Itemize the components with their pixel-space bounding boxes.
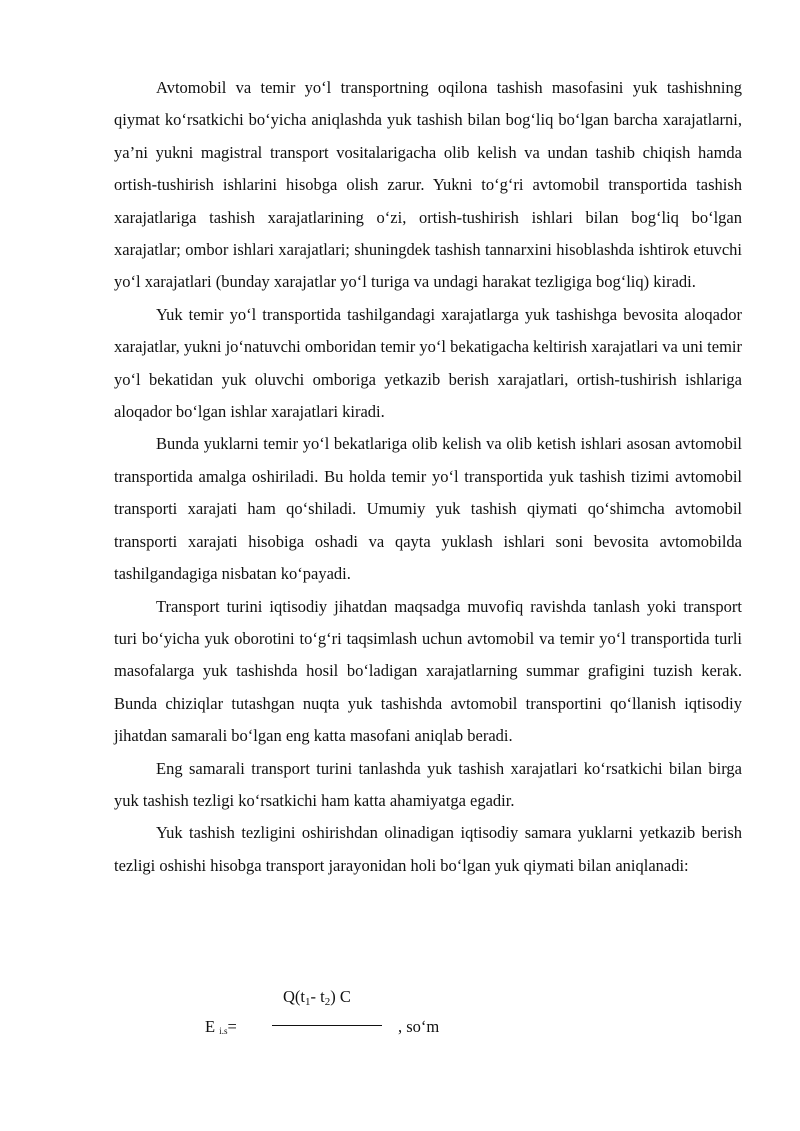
numerator-sub-2: 2 bbox=[324, 996, 331, 1008]
formula-unit: , so‘m bbox=[398, 1017, 440, 1036]
paragraph-2: Yuk temir yo‘l transportida tashilgandagi xarajatlarga yuk tashishga bevosita aloqador xarajatlar, yukni jo‘natuvchi omboridan temir yo‘l bekatigacha keltirish xarajatlari va uni temir yo‘l bekatidan yuk oluvchi omboriga yetkazib berish xarajatlari, ortish-tushirish ishlariga aloqador bo‘lgan ishlar xarajatlari kiradi. bbox=[114, 304, 742, 422]
paragraph-3: Bunda yuklarni temir yo‘l bekatlariga olib kelish va olib ketish ishlari asosan avtomobil transportida amalga oshiriladi. Bu holda temir yo‘l transportida yuk tashish tizimi avtomobil transporti xarajati ham qo‘shiladi. Umumiy yuk tashish qiymati qo‘shimcha avtomobil transporti xarajati hisobiga oshadi va qayta yuklash ishlari soni bevosita avtomobilda tashilgandagiga nisbatan ko‘payadi. bbox=[114, 434, 742, 584]
numerator-mid: - t bbox=[310, 987, 325, 1006]
paragraph-6: Yuk tashish tezligini oshirishdan olinadigan iqtisodiy samara yuklarni yetkazib berish tezligi oshishi hisobga transport jarayonidan holi bo‘lgan yuk qiymati bilan aniqlanadi: bbox=[114, 823, 742, 875]
numerator-prefix: Q(t bbox=[283, 987, 305, 1006]
paragraph-4: Transport turini iqtisodiy jihatdan maqsadga muvofiq ravishda tanlash yoki transport turi bo‘yicha yuk oborotini to‘g‘ri taqsimlash uchun avtomobil va temir yo‘l transportida turli masofalarga yuk tashishda hosil bo‘ladigan xarajatlarning summar grafigini tuzish kerak. Bunda chiziqlar tutashgan nuqta yuk tashishda avtomobil transportini qo‘llanish iqtisodiy jihatdan samarali bo‘lgan eng katta masofani aniqlab beradi. bbox=[114, 596, 742, 746]
paragraph-1: Avtomobil va temir yo‘l transportning oqilona tashish masofasini yuk tashishning qiymat ko‘rsatkichi bo‘yicha aniqlashda yuk tashish bilan bog‘liq bo‘lgan barcha xarajatlarni, ya’ni yukni magistral transport vositalarigacha olib kelish va undan tashib chiqish hamda ortish-tushirish ishlarini hisobga olish zarur. Yukni to‘g‘ri avtomobil transportida tashish xarajatlariga tashish xarajatlarining o‘zi, ortish-tushirish ishlari bilan bog‘liq bo‘lgan xarajatlar; ombor ishlari xarajatlari; shuningdek tashish tannarxini hisoblashda ishtirok etuvchi yo‘l xarajatlari (bunday xarajatlar yo‘l turiga va undagi harakat tezligiga bog‘liq) kiradi. bbox=[114, 78, 742, 292]
lhs-subscript: i.s bbox=[219, 1026, 228, 1036]
formula-numerator bbox=[283, 987, 351, 1008]
lhs-equals: = bbox=[227, 1017, 237, 1036]
formula-lhs bbox=[205, 1017, 237, 1037]
fraction-line bbox=[272, 1025, 382, 1026]
document-body bbox=[114, 72, 742, 882]
paragraph-5: Eng samarali transport turini tanlashda yuk tashish xarajatlari ko‘rsatkichi bilan birga yuk tashish tezligi ko‘rsatkichi ham katta ahamiyatga egadir. bbox=[114, 758, 742, 810]
numerator-sub-1: 1 bbox=[305, 996, 311, 1008]
numerator-suffix: ) C bbox=[330, 987, 351, 1006]
lhs-symbol: E bbox=[205, 1017, 220, 1036]
